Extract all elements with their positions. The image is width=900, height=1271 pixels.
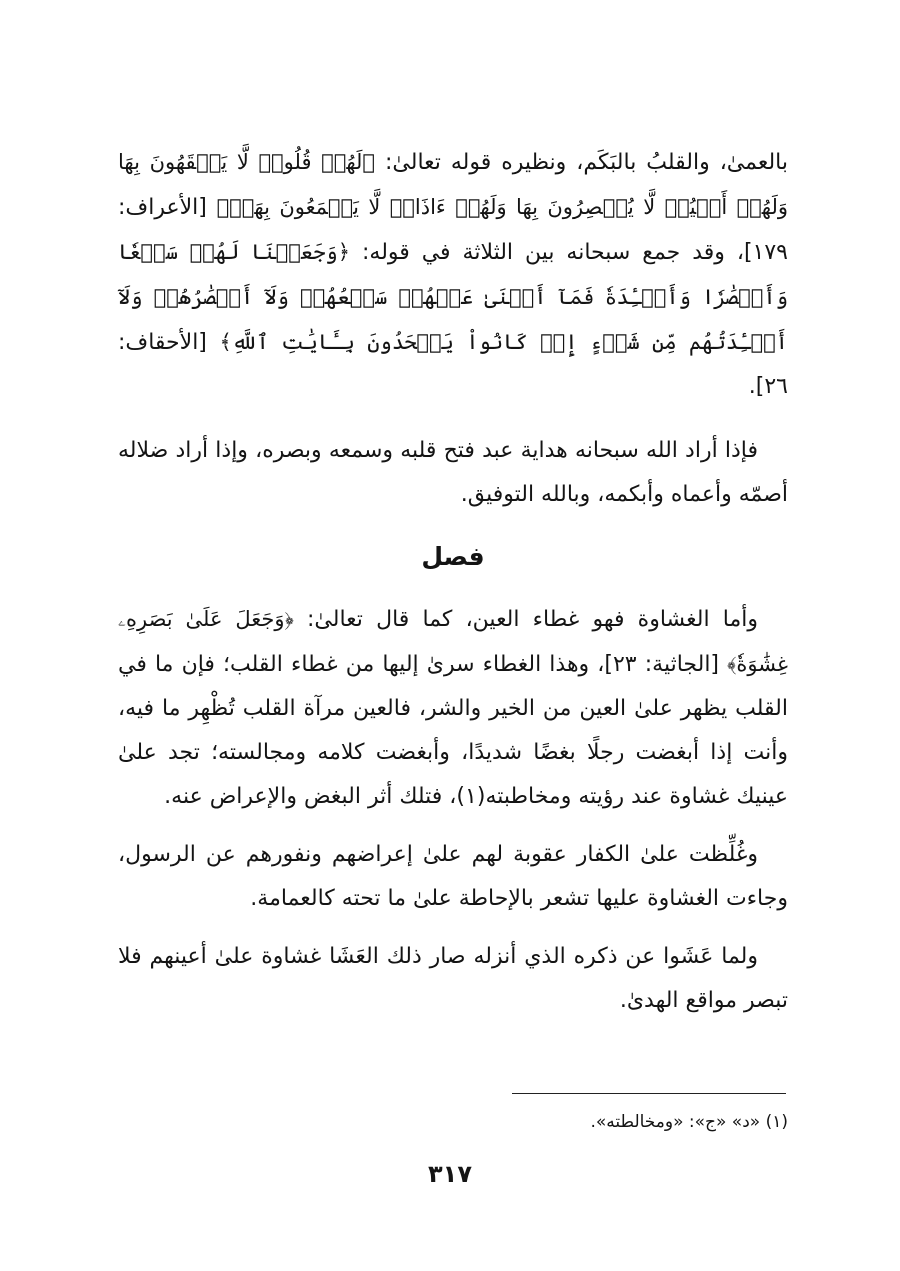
paragraph-2: فإذا أراد الله سبحانه هداية عبد فتح قلبه وسمعه وبصره، وإذا أراد ضلاله أصمّه وأعماه وأبكمه، وبالله التوفيق. [118,438,788,507]
paragraph-1-text: بالعمىٰ، والقلبُ بالبَكَم، ونظيره قوله تعالىٰ: [375,150,789,175]
paragraph-ghishawa [118,597,788,819]
quran-verse-araf: ﴿لَهُمۡ قُلُوبٞ لَّا يَفۡقَهُونَ بِهَا وَلَهُمۡ أَعۡيُنٞ لَّا يُبۡصِرُونَ بِهَا وَلَهُمۡ ءَاذَانٞ لَّا يَسۡمَعُونَ بِهَآۚ﴾ [118,150,788,219]
section-heading: فصل [421,542,485,571]
quran-verse-jathiya: ﴿وَجَعَلَ عَلَىٰ بَصَرِهِۦ غِشَٰوَةٗ﴾ [118,607,788,676]
page-number: ٣١٧ [428,1160,472,1188]
footnote-marker: (١) [456,784,486,809]
paragraph-ghullizat: وغُلِّظت علىٰ الكفار عقوبة لهم علىٰ إعراضهم ونفورهم عن الرسول، وجاءت الغشاوة عليها تشعر بالإحاطة علىٰ ما تحته كالعمامة. [118,842,788,911]
footnote: (١) «د» «ج»: «ومخالطته». [590,1112,788,1132]
quran-verse-ahqaf: ﴿وَجَعَلۡنَا لَهُمۡ سَمۡعٗا وَأَبۡصَٰرٗا وَأَفۡـِٔدَةٗ فَمَآ أَغۡنَىٰ عَنۡهُمۡ سَمۡعُهُمۡ وَلَآ أَبۡصَٰرُهُمۡ وَلَآ أَفۡـِٔدَتُهُم مِّن شَيۡءٍ إِذۡ كَانُواْ يَجۡحَدُونَ بِـَٔايَٰتِ ٱللَّهِ﴾ [118,240,788,354]
reference-araf: [الأعراف: ١٧٩]، وقد جمع سبحانه بين الثلاثة في قوله: [118,195,788,265]
reference-ahqaf: [الأحقاف: ٢٦]. [118,330,788,399]
footnote-divider [512,1093,786,1094]
paragraph-ghishawa-body: [الجاثية: ٢٣]، وهذا الغطاء سرىٰ إليها من غطاء القلب؛ فإن ما في القلب يظهر علىٰ العين من الخير والشر، فالعين مرآة القلب تُظْهِر ما فيه، وأنت إذا أبغضت رجلًا بغضًا شديدًا، وأبغضت كلامه ومجالسته؛ تجد علىٰ عينيك غشاوة عند رؤيته ومخاطبته [118,652,788,809]
paragraph-ghishawa-end: ، فتلك أثر البغض والإعراض عنه. [164,784,457,809]
page-body [118,140,788,1023]
paragraph-1 [118,140,788,409]
paragraph-ashaw: ولما عَشَوا عن ذكره الذي أنزله صار ذلك العَشَا غشاوة علىٰ أعينهم فلا تبصر مواقع الهدىٰ. [118,944,788,1013]
paragraph-ghishawa-intro: وأما الغشاوة فهو غطاء العين، كما قال تعالىٰ: [293,607,759,632]
